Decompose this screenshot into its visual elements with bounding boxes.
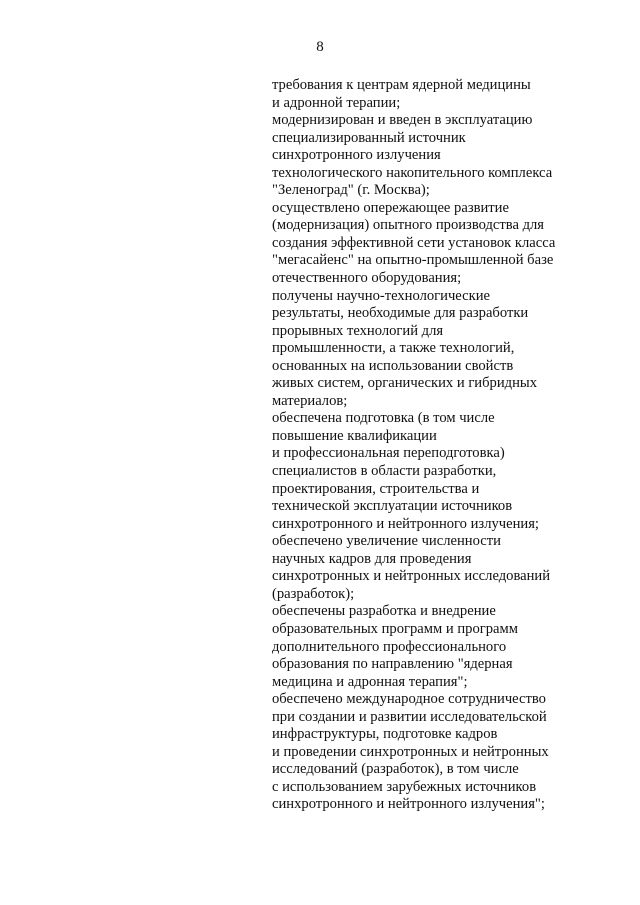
document-body-text	[272, 77, 572, 814]
text-line: научных кадров для проведения	[272, 550, 472, 567]
text-line: при создании и развитии исследовательской	[272, 708, 547, 725]
text-line: получены научно-технологические	[272, 287, 491, 304]
text-line: образовательных программ и программ	[272, 620, 518, 637]
text-line: требования к центрам ядерной медицины	[272, 77, 531, 93]
text-line: модернизирован и введен в эксплуатацию	[272, 112, 533, 129]
text-line: синхротронных и нейтронных исследований	[272, 568, 551, 585]
text-line: обеспечено международное сотрудничество	[272, 691, 546, 708]
text-line: синхротронного излучения	[272, 147, 441, 164]
text-line: синхротронного и нейтронного излучения;	[272, 515, 539, 532]
text-line: создания эффективной сети установок класса	[272, 234, 556, 251]
text-line: и профессиональная переподготовка)	[272, 445, 505, 462]
text-line: синхротронного и нейтронного излучения";	[272, 796, 545, 813]
text-line: "мегасайенс" на опытно-промышленной базе	[272, 252, 554, 269]
text-line: "Зеленоград" (г. Москва);	[272, 182, 430, 199]
text-line: специалистов в области разработки,	[272, 463, 497, 480]
text-line: (разработок);	[272, 585, 355, 602]
text-line: промышленности, а также технологий,	[272, 340, 515, 357]
text-line: образования по направлению "ядерная	[272, 656, 513, 673]
text-line: специализированный источник	[272, 129, 466, 146]
text-line: результаты, необходимые для разработки	[272, 305, 529, 322]
text-line: и проведении синхротронных и нейтронных	[272, 743, 549, 760]
text-line: живых систем, органических и гибридных	[272, 375, 537, 392]
text-line: технологического накопительного комплекса	[272, 164, 553, 181]
text-line: проектирования, строительства и	[272, 480, 480, 497]
text-line: и адронной терапии;	[272, 94, 401, 111]
text-line: технической эксплуатации источников	[272, 498, 513, 515]
text-line: инфраструктуры, подготовке кадров	[272, 726, 498, 743]
text-line: отечественного оборудования;	[272, 270, 462, 287]
text-line: (модернизация) опытного производства для	[272, 217, 545, 234]
text-line: исследований (разработок), в том числе	[272, 761, 519, 778]
text-line: обеспечены разработка и внедрение	[272, 603, 496, 620]
text-line: осуществлено опережающее развитие	[272, 199, 509, 216]
text-line: с использованием зарубежных источников	[272, 778, 537, 795]
text-line: медицина и адронная терапия";	[272, 673, 468, 690]
text-line: материалов;	[272, 392, 348, 409]
text-line: обеспечена подготовка (в том числе	[272, 410, 495, 427]
page-number: 8	[316, 39, 324, 55]
text-line: обеспечено увеличение численности	[272, 533, 501, 550]
text-line: дополнительного профессионального	[272, 638, 507, 655]
text-line: прорывных технологий для	[272, 322, 444, 339]
text-line: основанных на использовании свойств	[272, 357, 514, 374]
text-line: повышение квалификации	[272, 427, 437, 444]
